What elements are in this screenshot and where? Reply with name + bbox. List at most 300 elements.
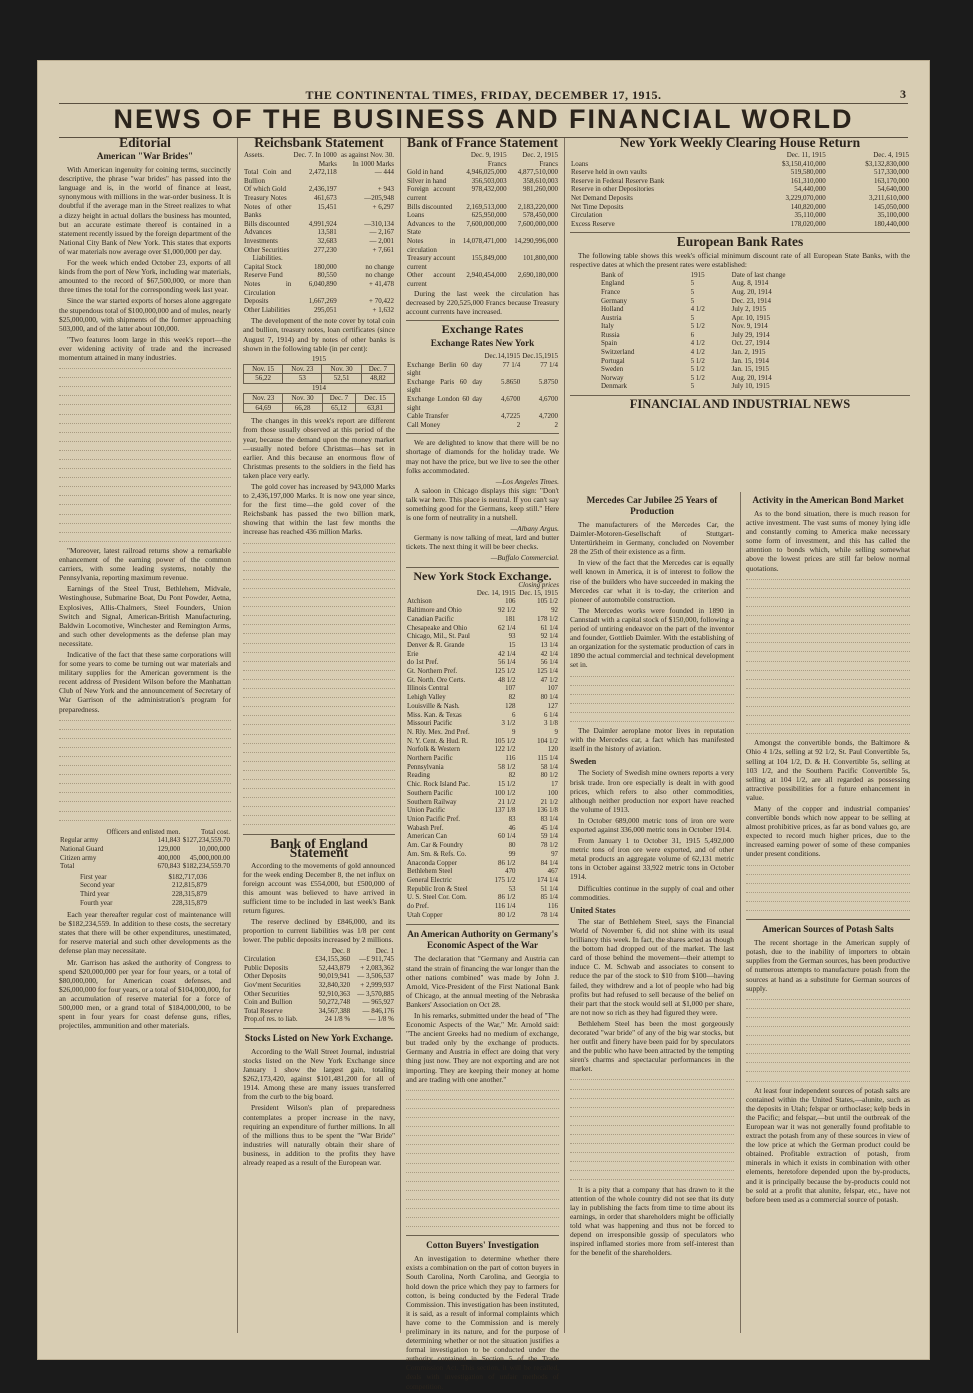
stock-price: 100 1/2: [494, 789, 516, 797]
table-row: Citizen army 400,000 45,000,000.00: [60, 853, 230, 862]
exchange-cite: —Albany Argus.: [510, 524, 559, 534]
table-row: Loans 625,950,000 578,450,000: [407, 211, 558, 220]
table-row: Notes in Circulation 6,040,890 + 41,478: [244, 280, 394, 297]
editorial-title: Editorial: [119, 135, 171, 150]
stock-name: Am. Sm. & Refs. Co.: [407, 850, 467, 858]
table-row: Fourth year 228,315,879: [80, 898, 207, 907]
german-economic-paragraph: In his remarks, submitted under the head of "The Economic Aspects of the War," Mr. Arnold said: "The ancient Greeks had no medium of exchange, but traded only by the exchange of products. Germany and Austria in effect are doing that very thing just now. They are not exporting and are not importing. They are keeping their money at home and are trading with one another.": [406, 1011, 559, 1084]
stock-price: 15: [508, 641, 516, 649]
stocks-listed-paragraph: President Wilson's plan of preparedness contemplates a proper increase in the navy, requiring an expenditure of further millions. In all of the millions thus to be spent the "War Bride" industries will naturally obtain their share of business, in addition to the profits they have already reaped as a result of the European war.: [243, 1103, 395, 1168]
table-row: Other Deposits 90,019,941 — 3,506,537: [244, 972, 394, 981]
table-row: Cable Transfer 4,7225 4,7200: [407, 412, 558, 421]
stock-name: Republic Iron & Steel: [407, 885, 468, 893]
table-row: Circulation 35,110,000 35,100,000: [571, 211, 909, 220]
stock-row: [406, 642, 559, 651]
mercedes-paragraph: The manufacturers of the Mercedes Car, the Daimler-Motoren-Gesellschaft of Stuttgart-Untertürkheim in Germany, concluded on November 28 the 25th of their existence as a firm.: [570, 520, 734, 557]
editorial-paragraph: Each year thereafter regular cost of maintenance will be $182,234,559. In addition to these costs, the secretary states that there will be other expenditures, unestimated, for reserve material and such other developments as the defense plan may necessitate.: [59, 910, 231, 956]
text-filler: [243, 539, 395, 830]
stock-row: [406, 764, 559, 773]
stock-row: [406, 825, 559, 834]
exchange-paragraph: We are delighted to know that there will be no shortage of diamonds for the holiday trade. We may not have the price, but we live to see the other folks accommodated.: [406, 438, 559, 475]
stock-name: Illinois Central: [407, 685, 449, 693]
stock-price: 115 1/4: [537, 755, 558, 763]
editorial-paragraph: Indicative of the fact that these same corporations will for some years to come be turning out war materials and military supplies for the American government is the recent address of President Wilson before the Manhattan Club of New York and the announcement of Secretary of War Garrison of the administration's program for preparedness.: [59, 649, 231, 714]
table-row: Silver in hand 356,503,003 358,610,003: [407, 176, 558, 185]
table-row: Norway 5 1/2 Aug. 20, 1914: [601, 373, 772, 382]
stock-row: [406, 703, 559, 712]
stock-name: Am. Car & Foundry: [407, 842, 463, 850]
stock-row: [406, 851, 559, 860]
exchange-table: Dec.14,1915 Dec.15,1915 Exchange Berlin 60 day sight 77 1/4 77 1/4 Exchange Paris 60 day sight 5.8650 5.8750 Exchange London 60 day sight 4,6700 4,6700 Cable Transfer 4,7225 4,7200 Call Money 2 2: [407, 351, 558, 429]
stock-name: General Electric: [407, 876, 452, 884]
stock-price: 9: [554, 728, 558, 736]
us-title: United States: [570, 905, 616, 915]
editorial-paragraph: Mr. Garrison has asked the authority of Congress to spend $20,000,000 per year for four years, or a total of $80,000,000, for American coast defenses, and $26,000,000 for four years, or a total of $104,000,000, for an accumulation of reserve material for a force of 500,000 men, or a grand total of $184,000,000, to be spent in four years for coast defense guns, rifles, projectiles, ammunition and other materials.: [59, 957, 231, 1031]
newspaper-page: [37, 60, 930, 1391]
stock-row: [406, 799, 559, 808]
table-row: Third year 228,315,879: [80, 889, 207, 898]
financial-news-right: [746, 492, 910, 1206]
boe-paragraph: The reserve declined by £846,000, and its proportion to current liabilities was 1/8 per cent lower. The public deposits increased by 2 millions.: [243, 917, 395, 945]
potash-title: American Sources of Potash Salts: [762, 924, 894, 935]
cotton-title: Cotton Buyers' Investigation: [426, 1240, 539, 1251]
stock-name: U. S. Steel Cor. Com.: [407, 894, 467, 902]
stock-price: 92 1/4: [540, 633, 558, 641]
banner-headline: NEWS OF THE BUSINESS AND FINANCIAL WORLD: [113, 104, 854, 134]
table-row: Regular army 141,843 $127,234,559.70: [60, 836, 230, 845]
stock-price: 46: [508, 824, 516, 832]
year-label: 1914: [312, 384, 326, 393]
stock-price: 83: [508, 816, 516, 823]
exchange-title: Exchange Rates: [441, 321, 524, 336]
exchange-cite: —Los Angeles Times.: [495, 476, 559, 486]
stock-name: Louisville & Nash.: [407, 702, 460, 710]
text-filler: [59, 364, 231, 546]
mercedes-paragraph: The Mercedes works were founded in 1890 in Cannstadt with a capital stock of $150,000, following a period of untiring endeavor on the part of the inventor and founder, Gottlieb Daimler. With the establishing of an organization for the systematic production of cars in 1890 the actual commercial and technical development set in.: [570, 605, 734, 670]
stock-row: [406, 616, 559, 625]
stock-name: Southern Railway: [407, 798, 457, 806]
stock-row: [406, 729, 559, 738]
year-cost-table: [79, 873, 208, 907]
stock-price: 125 1/4: [537, 668, 558, 676]
stock-name: Bethlehem Steel: [407, 868, 453, 876]
mercedes-title: Mercedes Car Jubilee 25 Years of Production: [586, 495, 718, 516]
table-row: Coin and Bullion 50,272,748 — 965,927: [244, 998, 394, 1007]
stock-price: 62 1/4: [498, 624, 516, 632]
stock-price: 92: [551, 607, 558, 615]
table-row: Bills discounted 2,169,513,000 2,183,220,000: [407, 202, 558, 211]
financial-news-left: [570, 492, 734, 1259]
stock-price: 107: [547, 685, 558, 693]
column-divider: [740, 492, 741, 1333]
mercedes-paragraph: In view of the fact that the Mercedes car is equally well known in America, it is of interest to follow the rise of the builders who have succeeded in making the Mercedes car what it is to-day, the criterion and pioneer of automobile construction.: [570, 558, 734, 604]
exchange-cite: —Buffalo Commercial.: [490, 553, 559, 563]
table-row: Germany 5 Dec. 23, 1914: [601, 296, 771, 305]
stocks-listed-title: Stocks Listed on New York Exchange.: [244, 1032, 394, 1043]
clearing-table: Dec. 11, 1915 Dec. 4, 1915 Loans $3,150,410,000 $3,132,830,000 Reserve held in own vaults 519,580,000 517,330,000 Reserve in Federal Reserve Bank 161,310,000 163,170,000 Reserve in other Depositories 54,440,000 54,640,000 Net Demand Deposits 3,229,070,000 3,211,610,000 Net Time Deposits 140,820,000 145,050,000 Circulation 35,110,000 35,100,000 Excess Reserve 178,020,000 180,440,000: [571, 151, 909, 228]
table-row: England 5 Aug. 8, 1914: [601, 279, 769, 288]
stock-price: 178 1/2: [537, 615, 558, 623]
table-row: Gold in hand 4,946,025,000 4,877,510,000: [407, 168, 558, 177]
stock-row: [406, 894, 559, 903]
stock-row: [406, 625, 559, 634]
stock-row: [406, 877, 559, 886]
stock-name: Norfolk & Western: [407, 746, 460, 754]
stock-price: 42 1/4: [540, 650, 558, 658]
year-label: 1915: [312, 354, 326, 363]
stock-name: Wabash Pref.: [407, 824, 444, 832]
stock-name: Lehigh Valley: [407, 694, 446, 702]
stock-row: [406, 651, 559, 660]
stock-name: Chicago, Mil., St. Paul: [407, 633, 470, 641]
editorial-paragraph: For the week which ended October 23, exports of all kinds from the port of New York, including war materials, amounted to the record of $67,500,000, or more than three times the total for the corresponding week last year.: [59, 258, 232, 295]
stock-price: 21 1/2: [498, 798, 516, 806]
stock-row: [406, 772, 559, 781]
us-paragraph: It is a pity that a company that has drawn to it the attention of the whole country did not see that its duty lay in publishing the facts from time to time about its earnings, in order that shareholders might be officially told what was happening and thus not be forced to depend on irresponsible gossip of speculators who inspired inflamed stories more from self-interest than for the benefit of the shareholders.: [570, 1184, 734, 1258]
stock-price: 97: [551, 850, 558, 858]
stock-row: [406, 903, 559, 912]
stock-name: Erie: [407, 650, 419, 658]
stock-price: 86 1/2: [498, 859, 516, 867]
table-row: Reserve Fund 80,550 no change: [244, 271, 394, 280]
text-filler: [570, 672, 734, 727]
stock-row: [406, 886, 559, 895]
potash-paragraph: The recent shortage in the American supply of potash, due to the inability of importers to obtain supplies from the German sources, has been productive of numerous attempts to manufacture potash from the sources at hand as a substitute for German sources of supply.: [746, 938, 910, 993]
stock-price: 174 1/4: [537, 876, 558, 884]
stock-price: 56 1/4: [540, 659, 558, 667]
stock-price: 84 1/4: [540, 859, 558, 867]
table-row: Sweden 5 1/2 Jan. 15, 1915: [601, 365, 770, 374]
reichsbank-title: Reichsbank Statement: [254, 135, 384, 150]
table-row: Gov'ment Securities 32,840,320 + 2,999,937: [244, 980, 394, 989]
stock-name: Pennsylvania: [407, 763, 444, 771]
sweden-paragraph: In October 689,000 metric tons of iron ore were exported against 336,000 metric tons in October 1914.: [570, 815, 734, 834]
european-title: European Bank Rates: [676, 234, 804, 250]
stock-row: [406, 685, 559, 694]
stock-name: Anaconda Copper: [407, 859, 457, 867]
stock-price: 53: [508, 885, 516, 893]
stock-name: Missouri Pacific: [407, 720, 453, 728]
stock-price: 80 1/2: [498, 911, 516, 919]
sweden-paragraph: The Society of Swedish mine owners reports a very brisk trade. Iron ore especially is dealt in with good prices, which refers to also other commodities, although neither production nor export have reached the volume of 1913.: [570, 768, 734, 814]
table-row: Total Coin and Bullion 2,472,118 — 444: [244, 168, 394, 185]
stock-row: [406, 790, 559, 799]
stock-name: Chic. Rock Island Pac.: [407, 781, 470, 789]
table-row: National Guard 129,000 10,000,000: [60, 844, 230, 853]
stock-price: 59 1/4: [540, 833, 558, 841]
stock-name: do 1st Pref.: [407, 659, 439, 667]
stock-price: 92 1/2: [498, 607, 516, 615]
nyse-table: Dec. 14, 1915 Dec. 15, 1915 Atchison 106 105 1/2 Baltimore and Ohio 92 1/2 92 Canadian Pacific 181 178 1/2 Chesapeake and Ohio 62 1/4 61 1/4 Chicago, Mil., St. Paul 93 92 1/4 Denver & R. Grande 15 13 1/4 Erie 42 1/4 42 1/4 do 1st Pref. 56 1/4 56 1/4 Gt. Northern Pref. 125 1/2 125 1/4 Gt. North. Ore Certs. 48 1/2 47 1/2 Illinois Central 107 107 Lehigh Valley 82 80 1/4 Louisville & Nash. 128 127 Miss. Kan. & Texas 6 6 1/4 Missouri Pacific 3 1/2 3 1/8 N. Rly. Mex. 2nd Pref. 9 9 N. Y. Cent. & Hud. R. 105 1/2 104 1/2 Norfolk & Western 122 1/2 120 Northern Pacific 116 115 1/4 Pennsylvania 58 1/2 58 1/4 Reading 82 80 1/2 Chic. Rock Island Pac. 15 1/2 17 Southern Pacific 100 1/2 100 Southern Railway 21 1/2 21 1/2 Union Pacific 137 1/8 136 1/8 Union Pacific Pref. 83 83 1/4 Wabash Pref. 46 45 1/4 American Can 60 1/4 59 1/4 Am. Car & Foundry 80 78 1/2 Am. Sm. & Refs. Co. 99 97 Anaconda Copper 86 1/2 84 1/4 Bethlehem Steel 470 467 General Electric 175 1/2 174 1/4 Republic Iron & Steel 53 51 1/4 U. S. Steel Cor. Com. 86 1/2 85 1/4 do Pref. 116 1/4 116 Utah Copper 80 1/2 78 1/4: [407, 589, 558, 919]
table-row: Notes in circulation 14,078,471,000 14,290,996,000: [407, 237, 558, 254]
bof-note: During the last week the circulation has decreased by 220,525,000 Francs because Treasury account currents have increased.: [406, 288, 559, 316]
stock-price: 56 1/4: [498, 659, 516, 667]
stock-name: Chesapeake and Ohio: [407, 624, 468, 632]
editorial-paragraph: With American ingenuity for coining terms, succinctly descriptive, the phrase "war brides" has passed into the language and is, in the world of finance at least, synonymous with millions in the war-order business. It is doubtful if the average man in the Street realizes to what a dizzy height in actual dollars the business has mounted, but an accurate estimate thereof is contained in a statement recently issued by the foreign department of the National City Bank of New York. This states that exports of war materials now average over $1,000,000 per day.: [59, 165, 231, 256]
stock-name: Miss. Kan. & Texas: [407, 711, 462, 719]
stock-price: 116: [505, 755, 516, 763]
stock-price: 120: [547, 746, 558, 754]
table-row: Investments 32,683 — 2,001: [244, 237, 394, 246]
table-row: Second year 212,815,879: [80, 881, 207, 890]
reichsbank-paragraph: The changes in this week's report are different from those usually observed at this period of the year, because the demand upon the money market—usually noted before Christmas—has set in earlier. And this because an enormous flow of Christmas presents to the soldiers in the field has taken place very early.: [243, 416, 395, 480]
stock-name: Gt. Northern Pref.: [407, 668, 458, 676]
table-row: Other Securities 92,910,363 — 3,570,885: [244, 989, 394, 998]
reichsbank-note: The development of the note cover by total coin and bullion, treasury notes, loan certificates (since August 7, 1914) and by notes of other banks is shown in the following table (in per cent):: [243, 316, 395, 353]
stock-name: Northern Pacific: [407, 755, 453, 763]
table-row: Notes of other Banks 15,451 + 6,297: [244, 202, 394, 220]
stock-row: [406, 912, 559, 921]
stock-row: [406, 712, 559, 721]
cover-table-1915: Nov. 15 Nov. 23 Nov. 30 Dec. 7 56,22 53 52,51 48,82: [243, 364, 395, 384]
table-row: Reserve in Federal Reserve Bank 161,310,000 163,170,000: [571, 176, 909, 185]
editorial-paragraph: Since the war started exports of horses alone aggregate the stupendous total of $100,000,000 and of mules, nearly $25,000,000, with shipments of the former approaching 503,000, and of the latter about 100,000.: [59, 296, 231, 333]
stock-price: 3 1/8: [544, 720, 558, 728]
table-row: Advances 13,581 — 2,167: [244, 228, 394, 237]
table-row: Net Demand Deposits 3,229,070,000 3,211,610,000: [571, 194, 909, 203]
stock-price: 15 1/2: [498, 781, 516, 789]
stock-price: 61 1/4: [540, 624, 558, 632]
potash-paragraph: At least four independent sources of potash salts are contained within the United States,—alunite, such as the deposits in Utah; felspar or orthoclase; kelp beds in the Pacific; and felspar,—but until the outbreak of the European war it was not generally found profitable to extract the potash from any of these sources in view of the low price at which the German product could be obtained. Profitable extraction of potash, from minerals in which it exists in combination with other elements, heretofore depended upon the by-products, and it is principally because the by-products could not be sold at a profit that alunite, felspar, etc., have not before been used as a commercial source of potash.: [746, 1085, 910, 1204]
stock-row: [406, 694, 559, 703]
editorial-paragraph: "Moreover, latest railroad returns show a remarkable enhancement of the earning power of the common carriers, with some leading systems, notably the Pennsylvania, reporting maximum revenue.: [59, 545, 231, 583]
stock-price: 13 1/4: [540, 641, 558, 649]
table-row: Other Liabilities 295,051 + 1,632: [244, 305, 394, 314]
table-row: Reserve in other Depositories 54,440,000 54,640,000: [571, 185, 909, 194]
table-row: Other Securities 277,230 + 7,661: [244, 245, 394, 254]
stock-name: do Pref.: [407, 903, 429, 911]
stock-price: 470: [505, 868, 516, 876]
stock-price: 104 1/2: [537, 737, 558, 745]
column-divider: [237, 138, 238, 1333]
table-row: Total 670,843 $182,234,559.70: [60, 862, 230, 871]
stock-price: 107: [505, 685, 516, 693]
table-row: Russia 6 July 29, 1914: [601, 330, 770, 339]
stock-price: 86 1/2: [498, 894, 516, 902]
german-economic-paragraph: The declaration that "Germany and Austria can stand the strain of financing the war longer than the other nations combined" was made by John J. Arnold, Vice-President of the First National Bank of Chicago, at the annual meeting of the Nebraska Bankers' Association on Oct 28.: [406, 954, 559, 1009]
exchange-paragraph: Germany is now talking of meat, lard and butter tickets. The next thing it will be beer checks.: [406, 533, 559, 552]
table-row: Spain 4 1/2 Oct. 27, 1914: [601, 339, 770, 348]
stock-row: [406, 807, 559, 816]
table-row: Exchange Berlin 60 day sight 77 1/4 77 1/4: [407, 360, 558, 378]
stock-row: [406, 755, 559, 764]
stock-price: 116 1/4: [494, 903, 516, 911]
stock-price: 128: [505, 702, 516, 710]
bond-paragraph: As to the bond situation, there is much reason for active investment. The vast sums of money lying idle and constantly coming to America make necessary some form of investment, and this has called the attention to bonds which, while selling somewhat above the lowest prices are still far below normal quotations.: [746, 509, 910, 573]
table-row: Denmark 5 July 10, 1915: [601, 382, 770, 391]
sweden-paragraph: From January 1 to October 31, 1915 5,492,000 metric tons of iron ore were exported, and of other metal products an aggregate volume of 62,131 metric tons in October against 33,922 metric tons in October 1914.: [570, 836, 734, 882]
table-row: Bills discounted 4,991,924 —310,134: [244, 219, 394, 228]
column-divider: [564, 138, 565, 1333]
stock-price: 45 1/4: [540, 824, 558, 832]
stock-price: 6: [512, 711, 516, 719]
stock-row: [406, 781, 559, 790]
table-row: Other account current 2,940,454,000 2,690,180,000: [407, 271, 558, 288]
stock-price: 99: [508, 850, 516, 858]
table-row: Reserve held in own vaults 519,580,000 517,330,000: [571, 168, 909, 177]
stock-row: [406, 738, 559, 747]
stock-price: 80: [508, 842, 516, 850]
stock-price: 82: [508, 694, 516, 702]
stock-price: 3 1/2: [501, 720, 516, 728]
table-row: Total Reserve 34,567,388 — 846,176: [244, 1006, 394, 1015]
stock-row: [406, 659, 559, 668]
table-row: Liabilities.: [252, 254, 283, 263]
european-intro: The following table shows this week's official minimum discount rate of all European State Banks, with the respective dates at which the present rates were established:: [570, 250, 910, 269]
stock-name: N. Y. Cent. & Hud. R.: [407, 737, 468, 745]
stock-row: [406, 842, 559, 851]
stock-price: 21 1/2: [540, 798, 558, 806]
bond-paragraph: Amongst the convertible bonds, the Baltimore & Ohio 4 1/2s, selling at 92 1/2, St. Paul Convertible 5s, selling at 104 1/2, D. & H. Convertible 5s, selling at 103 1/2, and the Southern Pacific Convertible 5s, selling at 104 1/2, are all regarded as possessing attractive possibilities for a future enhancement in value.: [746, 738, 910, 802]
table-row: Italy 5 1/2 Nov. 9, 1914: [601, 322, 768, 331]
european-table: Bank of 1915 Date of last change England 5 Aug. 8, 1914 France 5 Aug. 20, 1914 Germany 5 Dec. 23, 1914 Holland 4 1/2 July 2, 1915 Austria 5 Apr. 10, 1915 Italy 5 1/2 Nov. 9, 1914 Russia 6 July 29, 1914 Spain 4 1/2 Oct. 27, 1914 Switzerland 4 1/2 Jan. 2, 1915 Portugal 5 1/2 Jan. 15, 1914 Sweden 5 1/2 Jan. 15, 1915 Norway 5 1/2 Aug. 20, 1914 Denmark 5 July 10, 1915: [600, 271, 872, 391]
stock-price: 127: [547, 702, 558, 710]
text-filler: [746, 575, 910, 739]
stock-price: 106: [505, 598, 516, 606]
boe-table: Dec. 8 Dec. 1 Circulation £34,155,360 —£ 911,745 Public Deposits 52,443,879 + 2,083,362 Other Deposits 90,019,941 — 3,506,537 Gov'ment Securities 32,840,320 + 2,999,937 Other Securities 92,910,363 — 3,570,885 Coin and Bullion 50,272,748 — 965,927 Total Reserve 34,567,388 — 846,176 Prop.of res. to liab. 24 1/8 % — 1/8 %: [244, 946, 394, 1024]
stock-price: 9: [512, 728, 516, 736]
stock-price: 181: [505, 615, 516, 623]
stock-price: 58 1/4: [540, 763, 558, 771]
stock-name: Utah Copper: [407, 911, 443, 919]
us-paragraph: Bethlehem Steel has been the most gorgeously decorated "war bride" of any of the big war stocks, but her outfit and finery have been paid for by speculators and the public who have been attracted by the tempting siren's charms and spectacular performances in the market.: [570, 1018, 734, 1074]
sweden-title: Sweden: [570, 757, 597, 767]
stock-name: Union Pacific Pref.: [407, 816, 461, 823]
stock-price: 136 1/8: [537, 807, 558, 815]
stock-price: 122 1/2: [494, 746, 516, 754]
stock-price: 17: [551, 781, 558, 789]
nyse-title: New York Stock Exchange.: [413, 568, 552, 583]
stock-price: 80 1/4: [540, 694, 558, 702]
stock-price: 85 1/4: [540, 894, 558, 902]
stock-price: 83 1/4: [540, 816, 558, 823]
cotton-paragraph: An investigation to determine whether there exists a combination on the part of cotton buyers in South Carolina, North Carolina, and Georgia to hold down the price which they pay to farmers for cotton, is being conducted by the Federal Trade Commission. This investigation has been instituted, it is said, as a result of informal complaints which have come to the Commission and is merely preliminary in its nature, and for the purpose of determining whether or not the situation justifies a formal investigation to be conducted under the authority contained in Section 5 of the Trade Commission Act. This section, it will be recalled, deals with investigation of unfair methods of competition.: [406, 1254, 559, 1391]
stock-price: 125 1/2: [494, 668, 516, 676]
bof-title: Bank of France Statement: [406, 135, 559, 150]
stock-price: 100: [547, 789, 558, 797]
cover-table-1914: Nov. 23 Nov. 30 Dec. 7 Dec. 15 64,69 66,28 65,12 63,81: [243, 393, 395, 413]
bank-of-france-column: [406, 135, 559, 1393]
stock-name: Denver & R. Grande: [407, 641, 465, 649]
table-row: France 5 Aug. 20, 1914: [601, 287, 772, 296]
stocks-listed-paragraph: According to the Wall Street Journal, industrial stocks listed on the New York Exchange since January 1 show the largest gain, totaling $262,173,420, against $101,481,200 for all of 1914. Among these are many issues transferred from the curb to the big board.: [243, 1046, 395, 1102]
reichsbank-paragraph: The gold cover has increased by 943,000 Marks to 2,436,197,000 Marks. It is now one year since, for the first time—the gold cover of the Reichsbank has passed the two billion mark, showing that within the last few months the increase has reached 436 million Marks.: [243, 481, 395, 537]
german-economic-title: An American Authority on Germany's Economic Aspect of the War: [407, 929, 558, 951]
stock-price: 467: [547, 868, 558, 876]
stock-name: American Can: [407, 833, 447, 841]
table-row: Net Time Deposits 140,820,000 145,050,000: [571, 202, 909, 211]
stock-row: [406, 720, 559, 729]
stock-row: [406, 746, 559, 755]
stock-row: [406, 860, 559, 869]
table-row: Exchange London 60 day sight 4,6700 4,6700: [407, 394, 558, 412]
editorial-paragraph: Earnings of the Steel Trust, Bethlehem, Midvale, Westinghouse, Submarine Boat, Du Pont Powder, Aetna, Explosives, Allis-Chalmers, Steel Founders, Union Switch and Signal, American-British Manufacturing, Baldwin Locomotive, Winchester and Remington Arms, and such other developments as the defense plan may necessitate.: [59, 584, 231, 648]
stock-price: 78 1/4: [540, 911, 558, 919]
exchange-subtitle: Exchange Rates New York: [430, 337, 535, 348]
table-row: Loans $3,150,410,000 $3,132,830,000: [571, 159, 909, 168]
stock-row: [406, 598, 559, 607]
sweden-paragraph: Difficulties continue in the supply of coal and other commodities.: [570, 883, 734, 902]
table-row: Call Money 2 2: [407, 420, 558, 429]
bond-paragraph: Many of the copper and industrial companies' convertible bonds which now appear to be selling at almost prohibitive prices, as far as bond values go, are expected to record much higher prices, due to the increased earning power of some of these companies under present conditions.: [746, 804, 910, 859]
mercedes-paragraph: The Daimler aeroplane motor lives in reputation with the Mercedes car, a fact which has manifested itself in the history of aviation.: [570, 726, 734, 754]
table-row: Capital Stock 180,000 no change: [244, 262, 394, 271]
table-row: Deposits 1,667,269 + 70,422: [244, 297, 394, 306]
stock-price: 82: [508, 772, 516, 780]
boe-title: Bank of England Statement: [270, 835, 368, 860]
table-row: Foreign account current 978,432,000 981,260,000: [407, 185, 558, 203]
table-row: Austria 5 Apr. 10, 1915: [601, 313, 771, 322]
stock-price: 60 1/4: [498, 833, 516, 841]
text-filler: [59, 716, 231, 825]
clearing-title: New York Weekly Clearing House Return: [619, 135, 861, 150]
stock-price: 48 1/2: [498, 676, 516, 684]
column-divider: [400, 138, 401, 1333]
stock-name: Southern Pacific: [407, 789, 453, 797]
stock-row: [406, 816, 559, 825]
stock-name: Union Pacific: [407, 807, 446, 815]
stock-name: Reading: [407, 772, 430, 780]
table-row: Prop.of res. to liab. 24 1/8 % — 1/8 %: [244, 1015, 394, 1024]
stock-price: 93: [508, 633, 516, 641]
masthead: THE CONTINENTAL TIMES, FRIDAY, DECEMBER 17, 1915.: [305, 88, 662, 102]
fin-news-title: FINANCIAL AND INDUSTRIAL NEWS: [629, 397, 851, 412]
stock-price: 6 1/4: [544, 711, 558, 719]
table-row: Advances to the State 7,600,000,000 7,600,000,000: [407, 219, 558, 237]
stock-price: 105 1/2: [494, 737, 516, 745]
table-row: Circulation £34,155,360 —£ 911,745: [244, 955, 394, 964]
editorial-subtitle: American "War Brides": [96, 151, 194, 162]
stock-price: 58 1/2: [498, 763, 516, 771]
stock-price: 137 1/8: [494, 807, 516, 815]
stock-row: [406, 668, 559, 677]
text-filler: [570, 1075, 734, 1184]
us-paragraph: The star of Bethlehem Steel, says the Financial World of November 6, did not shine with its usual brilliancy this week. In fact, the shares acted as though the bottom had dropped out of the market. The last card of those behind the movement—their attempt to induce C. M. Schwab and associates to consent to reduce the par of the stock to $10 from $100—having failed, they withdrew and a lot of people who had big profits but had refused to sell because of the belief on their part that the stock would sell at $1,000 per share, are not now so rich as they had figured they were.: [570, 916, 734, 1017]
table-row: First year $182,717,036: [80, 872, 207, 881]
army-table: Officers and enlisted men. Total cost. Regular army 141,843 $127,234,559.70 National Guard 129,000 10,000,000 Citizen army 400,000 45,000,000.00 Total 670,843 $182,234,559.70: [60, 827, 230, 871]
editorial-column: [59, 135, 232, 1032]
stock-price: 80 1/2: [540, 772, 558, 780]
editorial-paragraph: "Two features loom large in this week's report—the ever widening activity of trade and the increased momentum attained in many industries.: [59, 334, 231, 362]
stock-name: N. Rly. Mex. 2nd Pref.: [407, 728, 470, 736]
table-row: Excess Reserve 178,020,000 180,440,000: [571, 219, 909, 228]
text-filler: [746, 861, 910, 916]
stock-row: [406, 833, 559, 842]
stock-row: [406, 633, 559, 642]
stock-price: 42 1/4: [498, 650, 516, 658]
table-row: Portugal 5 1/2 Jan. 15, 1914: [601, 356, 770, 365]
table-row: Holland 4 1/2 July 2, 1915: [601, 305, 767, 314]
table-row: Public Deposits 52,443,879 + 2,083,362: [244, 963, 394, 972]
text-filler: [406, 1086, 559, 1232]
stock-row: [406, 868, 559, 877]
bof-table: Dec. 9, 1915 Francs Dec. 2, 1915 Francs Gold in hand 4,946,025,000 4,877,510,000 Silver in hand 356,503,003 358,610,003 Foreign account current 978,432,000 981,260,000 Bills discounted 2,169,513,000 2,183,220,000 Loans 625,950,000 578,450,000 Advances to the State 7,600,000,000 7,600,000,000 Notes in circulation 14,078,471,000 14,290,996,000 Treasury account current 155,849,000 101,800,000 Other account current 2,940,454,000 2,690,180,000: [407, 151, 558, 288]
stock-row: [406, 607, 559, 616]
table-row: Of which Gold 2,436,197 + 943: [244, 185, 394, 194]
clearing-house-section: [570, 135, 910, 412]
exchange-paragraph: A saloon in Chicago displays this sign: "Don't talk war here. This place is neutral. If you can't say something good for the Germans, keep still." Here is one form of neutrality in a nutshell.: [406, 485, 559, 523]
table-row: Treasury Notes 461,673 —205,948: [244, 194, 394, 203]
table-row: Exchange Paris 60 day sight 5.8650 5.8750: [407, 377, 558, 395]
stock-name: Atchison: [407, 598, 432, 606]
stock-price: 47 1/2: [540, 676, 558, 684]
boe-paragraph: According to the movements of gold announced for the week ending December 8, the net influx on foreign account was £554,000, but £500,000 of this amount was believed to have arrived in sufficient time to be included in last week's Bank return figures.: [243, 860, 395, 916]
table-row: Switzerland 4 1/2 Jan. 2, 1915: [601, 348, 766, 357]
text-filler: [746, 995, 910, 1086]
stock-price: 51 1/4: [540, 885, 558, 893]
stock-price: 78 1/2: [540, 842, 558, 850]
reichsbank-table: Assets. Dec. 7. In 1000 Marks as against Nov. 30. In 1000 Marks Total Coin and Bullion 2,472,118 — 444 Of which Gold 2,436,197 + 943 Treasury Notes 461,673 —205,948 Notes of other Banks 15,451 + 6,297 Bills discounted 4,991,924 —310,134 Advances 13,581 — 2,167 Investments 32,683 — 2,001 Other Securities 277,230 + 7,661 Liabilities. Capital Stock 180,000 no change Reserve Fund 80,550 no change Notes in Circulation 6,040,890 + 41,478 Deposits 1,667,269 + 70,422 Other Liabilities 295,051 + 1,632: [244, 151, 394, 314]
